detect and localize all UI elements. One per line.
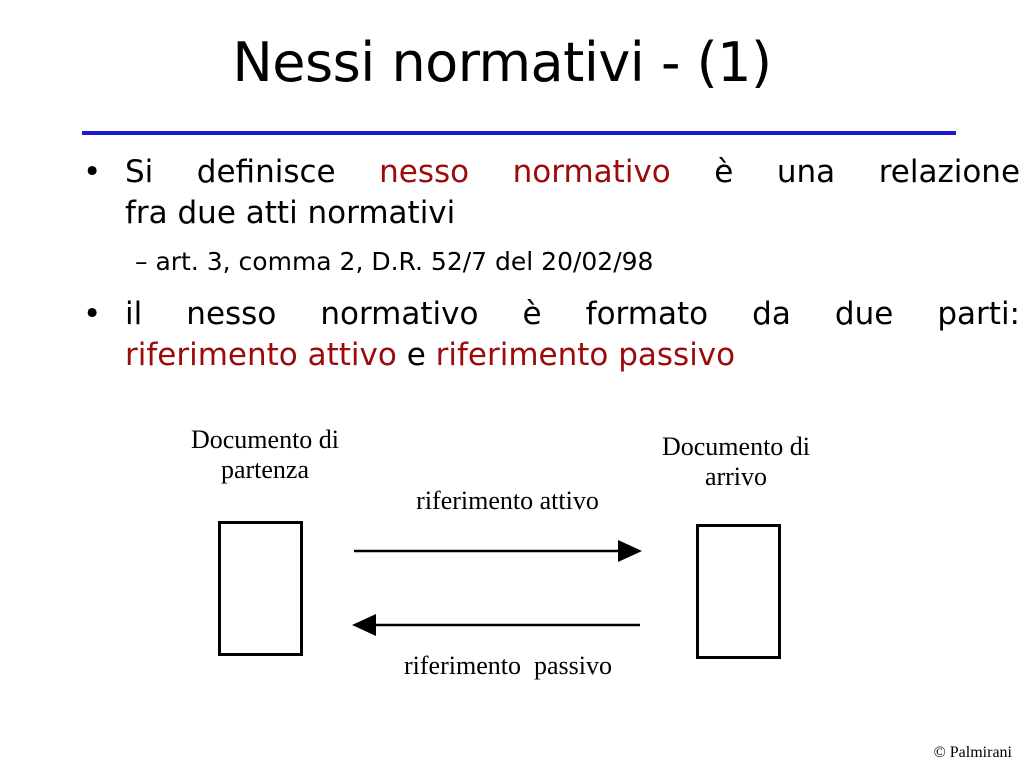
bullet-1-line-2: fra due atti normativi <box>125 195 456 231</box>
copyright-footer: © Palmirani <box>933 744 1012 761</box>
bullet-1-text-a: Si definisce <box>125 154 336 190</box>
active-reference-label: riferimento attivo <box>416 486 599 515</box>
target-label-line-2: arrivo <box>704 462 768 491</box>
bullet-2-line-1: il nesso normativo è formato da due parti: <box>125 296 1020 332</box>
bullet-2-and: e <box>406 337 426 373</box>
bullet-2-term-active: riferimento attivo <box>125 337 397 373</box>
source-label-line-2: partenza <box>220 455 310 484</box>
passive-reference-label: riferimento passivo <box>404 651 612 680</box>
bullet-1-text-b: è una relazione <box>714 154 1021 190</box>
slide-title: Nessi normativi - (1) <box>232 31 772 94</box>
target-label-line-1: Documento di <box>661 432 811 461</box>
active-reference-arrow <box>354 540 642 562</box>
bullet-2-term-passive: riferimento passivo <box>435 337 736 373</box>
sub-bullet-dash: – <box>135 247 148 276</box>
sub-bullet-text: art. 3, comma 2, D.R. 52/7 del 20/02/98 <box>155 247 654 276</box>
passive-reference-arrow <box>352 614 640 636</box>
source-label-line-1: Documento di <box>190 425 340 454</box>
bullet-dot: • <box>83 296 102 332</box>
bullet-1-term: nesso normativo <box>379 154 671 190</box>
bullet-dot: • <box>83 154 102 190</box>
